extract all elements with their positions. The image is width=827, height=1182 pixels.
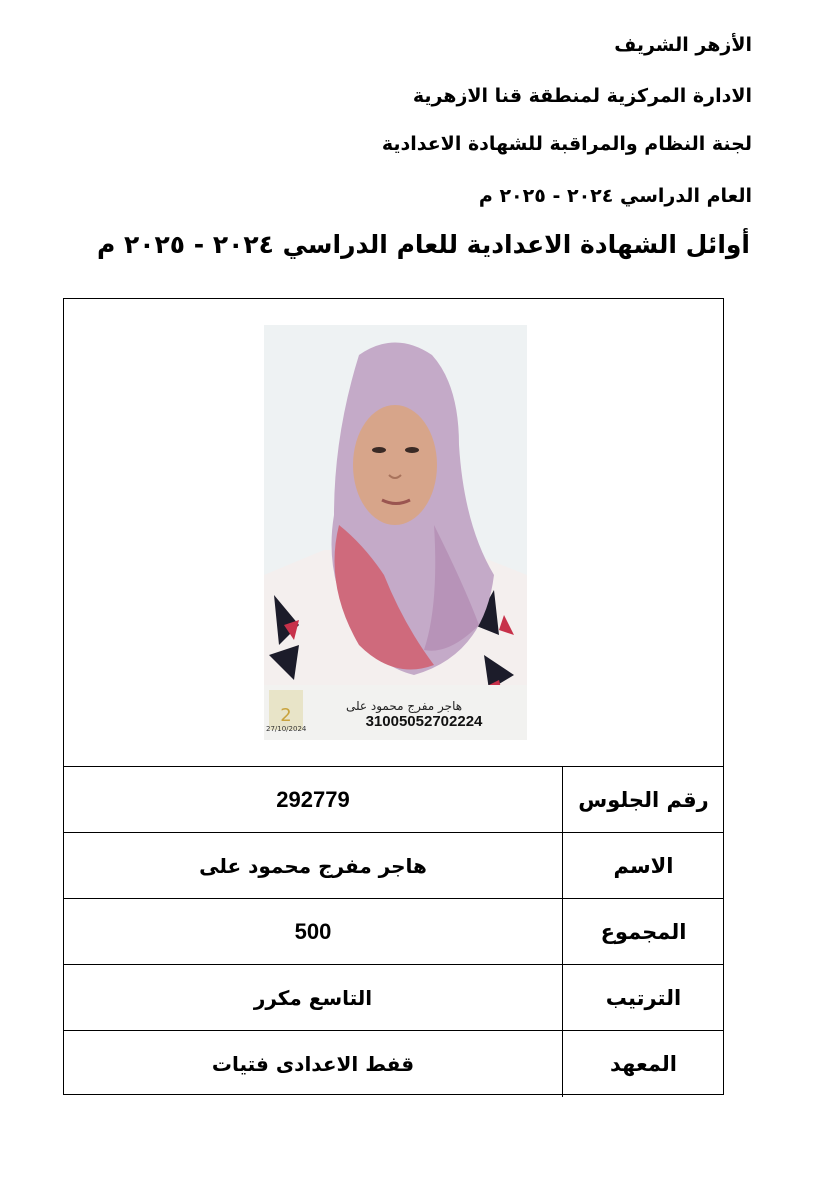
institute-label: المعهد (610, 1052, 678, 1076)
student-name-label: الاسم (613, 853, 674, 878)
portrait-illustration (264, 325, 527, 740)
header-committee: لجنة النظام والمراقبة للشهادة الاعدادية (381, 133, 752, 155)
page-title: أوائل الشهادة الاعدادية للعام الدراسي ٢٠٢٤ - ٢٠٢٥ م (97, 230, 750, 259)
svg-text:2: 2 (280, 705, 292, 726)
table-row (64, 965, 723, 1031)
table-row (64, 767, 723, 833)
rank-value: التاسع مكرر (64, 965, 563, 1030)
photo-stamp-date: 27/10/2024 (266, 725, 307, 733)
photo-caption-name: هاجر مفرج محمود على (345, 699, 463, 713)
header-academic-year: العام الدراسي ٢٠٢٤ - ٢٠٢٥ م (478, 185, 752, 207)
student-card (63, 298, 724, 1095)
total-score-label: المجموع (600, 919, 687, 944)
rank-label: الترتيب (605, 985, 682, 1010)
photo-cell (64, 299, 723, 767)
total-score-value: 500 (64, 899, 563, 964)
table-row (64, 1031, 723, 1097)
table-row (64, 833, 723, 899)
header-administration: الادارة المركزية لمنطقة قنا الازهرية (412, 85, 752, 107)
institute-value: قفط الاعدادى فتيات (64, 1031, 563, 1097)
student-photo (264, 325, 527, 740)
seat-number-value: 292779 (64, 767, 563, 832)
header-institution: الأزهر الشريف (614, 34, 752, 56)
table-row (64, 899, 723, 965)
photo-caption-id: 31005052702224 (365, 713, 483, 730)
seat-number-label: رقم الجلوس (578, 787, 709, 812)
student-name-value: هاجر مفرج محمود على (64, 833, 563, 898)
